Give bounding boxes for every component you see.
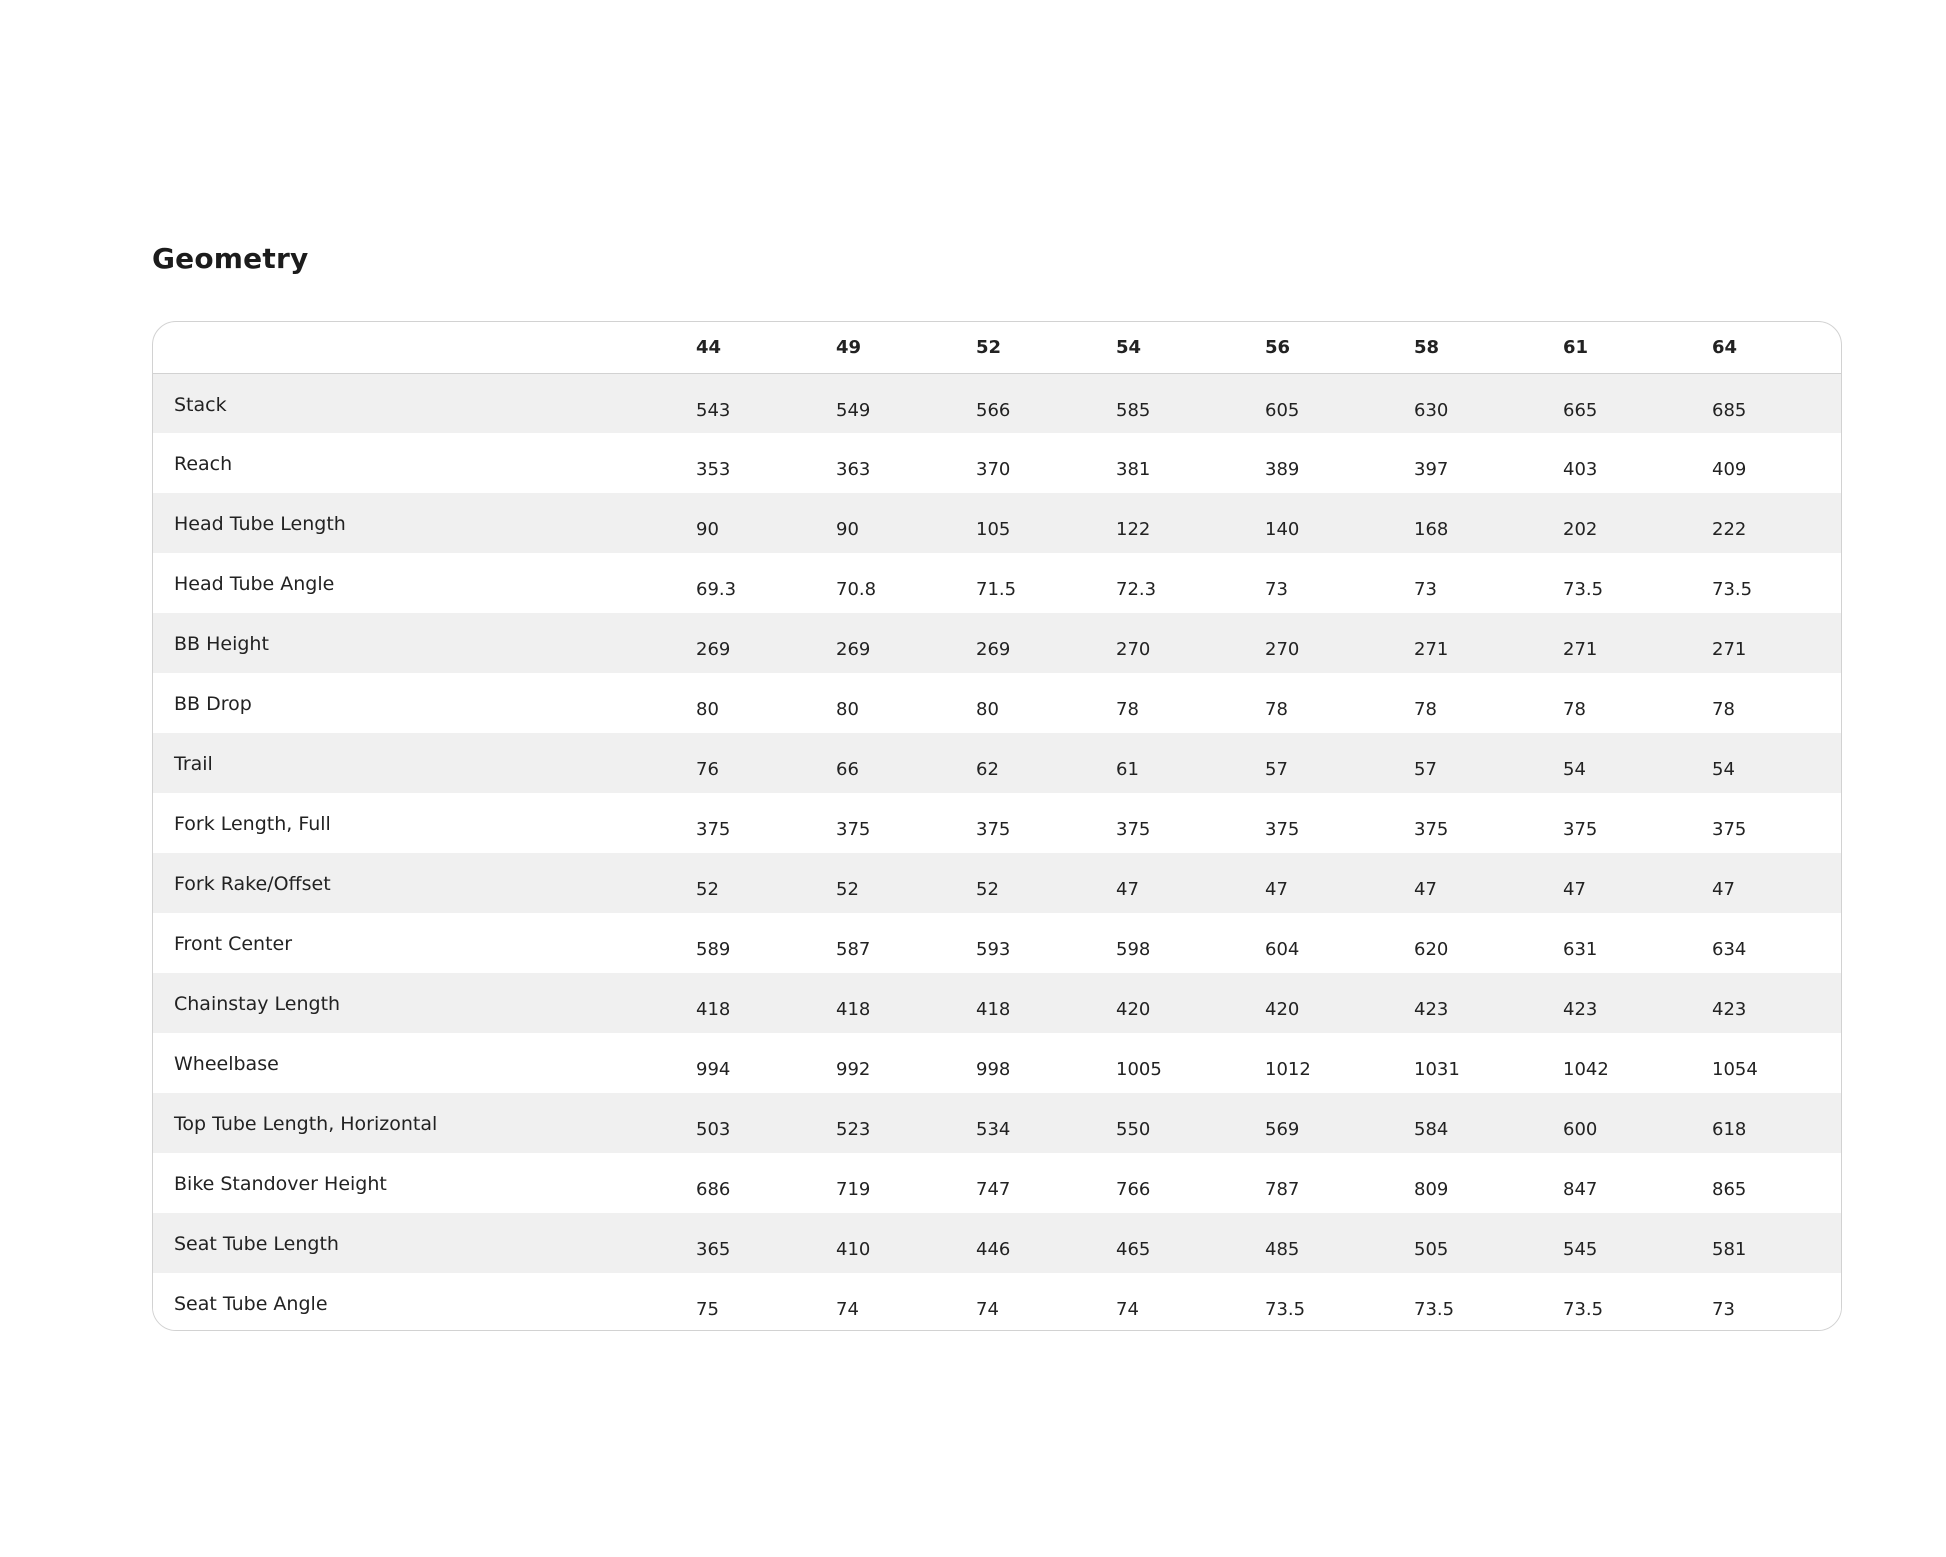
value-cell: 605 xyxy=(1265,399,1300,421)
size-header: 64 xyxy=(1712,322,1841,373)
value-cell: 73.5 xyxy=(1563,1299,1604,1320)
value-cell: 1031 xyxy=(1414,1059,1460,1080)
table-row xyxy=(153,553,1841,613)
value-cell: 747 xyxy=(976,1179,1011,1200)
value-cell: 397 xyxy=(1414,459,1449,480)
row-label: BB Drop xyxy=(174,693,252,715)
value-cell: 992 xyxy=(836,1059,871,1080)
table-row xyxy=(153,673,1841,733)
row-label: Stack xyxy=(174,393,227,416)
value-cell: 545 xyxy=(1563,1239,1598,1260)
value-cell: 550 xyxy=(1116,1119,1151,1140)
value-cell: 269 xyxy=(976,639,1011,660)
value-cell: 523 xyxy=(836,1119,871,1140)
value-cell: 485 xyxy=(1265,1239,1300,1260)
table-row xyxy=(153,1273,1841,1331)
value-cell: 634 xyxy=(1712,939,1747,960)
value-cell: 631 xyxy=(1563,939,1598,960)
value-cell: 375 xyxy=(1414,819,1449,840)
value-cell: 381 xyxy=(1116,459,1151,480)
row-label: Head Tube Length xyxy=(174,513,346,535)
table-row xyxy=(153,793,1841,853)
value-cell: 140 xyxy=(1265,519,1300,540)
value-cell: 73 xyxy=(1414,579,1437,600)
value-cell: 549 xyxy=(836,399,871,421)
row-label: Reach xyxy=(174,453,233,475)
value-cell: 600 xyxy=(1563,1119,1598,1140)
value-cell: 1054 xyxy=(1712,1059,1758,1080)
value-cell: 271 xyxy=(1712,639,1747,660)
table-row xyxy=(153,853,1841,913)
value-cell: 73.5 xyxy=(1265,1299,1306,1320)
value-cell: 665 xyxy=(1563,399,1598,421)
section-title: Geometry xyxy=(152,242,309,275)
table-header xyxy=(153,322,1841,373)
value-cell: 74 xyxy=(976,1299,999,1320)
value-cell: 420 xyxy=(1116,999,1151,1020)
value-cell: 80 xyxy=(976,699,999,720)
row-label: Bike Standover Height xyxy=(174,1173,387,1195)
header-row xyxy=(153,322,1841,373)
value-cell: 271 xyxy=(1414,639,1449,660)
value-cell: 719 xyxy=(836,1179,871,1200)
value-cell: 998 xyxy=(976,1059,1011,1080)
row-label: Fork Length, Full xyxy=(174,813,331,835)
value-cell: 73 xyxy=(1265,579,1288,600)
table-row xyxy=(153,493,1841,553)
value-cell: 74 xyxy=(1116,1299,1139,1320)
geometry-table-container xyxy=(152,321,1842,1331)
value-cell: 271 xyxy=(1563,639,1598,660)
value-cell: 363 xyxy=(836,459,871,480)
value-cell: 618 xyxy=(1712,1119,1747,1140)
value-cell: 47 xyxy=(1712,879,1735,900)
table-row xyxy=(153,613,1841,673)
value-cell: 403 xyxy=(1563,459,1598,480)
value-cell: 57 xyxy=(1414,759,1437,780)
value-cell: 69.3 xyxy=(696,579,737,600)
value-cell: 620 xyxy=(1414,939,1449,960)
value-cell: 766 xyxy=(1116,1179,1151,1200)
size-header: 52 xyxy=(976,322,1116,373)
value-cell: 685 xyxy=(1712,399,1747,421)
value-cell: 73.5 xyxy=(1712,579,1753,600)
value-cell: 505 xyxy=(1414,1239,1449,1260)
value-cell: 76 xyxy=(696,759,719,780)
value-cell: 47 xyxy=(1414,879,1437,900)
row-label: Seat Tube Length xyxy=(174,1233,339,1255)
value-cell: 52 xyxy=(696,879,719,900)
row-label: BB Height xyxy=(174,633,269,655)
value-cell: 47 xyxy=(1265,879,1288,900)
value-cell: 57 xyxy=(1265,759,1288,780)
value-cell: 222 xyxy=(1712,519,1747,540)
value-cell: 122 xyxy=(1116,519,1151,540)
value-cell: 1005 xyxy=(1116,1059,1162,1080)
value-cell: 54 xyxy=(1712,759,1735,780)
table-body xyxy=(153,373,1841,1331)
value-cell: 375 xyxy=(696,819,731,840)
row-label: Seat Tube Angle xyxy=(174,1293,328,1315)
value-cell: 375 xyxy=(1563,819,1598,840)
row-label: Chainstay Length xyxy=(174,993,341,1015)
row-label: Trail xyxy=(174,753,213,775)
value-cell: 375 xyxy=(1116,819,1151,840)
value-cell: 47 xyxy=(1116,879,1139,900)
value-cell: 73.5 xyxy=(1414,1299,1455,1320)
value-cell: 270 xyxy=(1116,639,1151,660)
value-cell: 418 xyxy=(696,999,731,1020)
table-row xyxy=(153,973,1841,1033)
value-cell: 78 xyxy=(1116,699,1139,720)
size-header: 44 xyxy=(696,322,836,373)
value-cell: 375 xyxy=(1712,819,1747,840)
value-cell: 47 xyxy=(1563,879,1586,900)
value-cell: 418 xyxy=(976,999,1011,1020)
size-header: 61 xyxy=(1563,322,1712,373)
value-cell: 270 xyxy=(1265,639,1300,660)
value-cell: 52 xyxy=(976,879,999,900)
value-cell: 73 xyxy=(1712,1299,1735,1320)
value-cell: 72.3 xyxy=(1116,579,1157,600)
value-cell: 569 xyxy=(1265,1119,1300,1140)
value-cell: 54 xyxy=(1563,759,1586,780)
header-label-cell xyxy=(153,322,696,373)
value-cell: 581 xyxy=(1712,1239,1747,1260)
value-cell: 61 xyxy=(1116,759,1139,780)
table-row xyxy=(153,1033,1841,1093)
value-cell: 375 xyxy=(1265,819,1300,840)
value-cell: 847 xyxy=(1563,1179,1598,1200)
value-cell: 865 xyxy=(1712,1179,1747,1200)
table-row xyxy=(153,433,1841,493)
value-cell: 73.5 xyxy=(1563,579,1604,600)
value-cell: 75 xyxy=(696,1299,719,1320)
row-label: Front Center xyxy=(174,933,293,955)
value-cell: 423 xyxy=(1563,999,1598,1020)
value-cell: 80 xyxy=(836,699,859,720)
value-cell: 409 xyxy=(1712,459,1747,480)
value-cell: 375 xyxy=(836,819,871,840)
value-cell: 269 xyxy=(836,639,871,660)
table-row xyxy=(153,1093,1841,1153)
value-cell: 410 xyxy=(836,1239,871,1260)
table-row xyxy=(153,1213,1841,1273)
value-cell: 78 xyxy=(1712,699,1735,720)
value-cell: 809 xyxy=(1414,1179,1449,1200)
value-cell: 423 xyxy=(1414,999,1449,1020)
value-cell: 168 xyxy=(1414,519,1449,540)
value-cell: 71.5 xyxy=(976,579,1017,600)
row-label: Head Tube Angle xyxy=(174,573,335,595)
value-cell: 66 xyxy=(836,759,859,780)
value-cell: 585 xyxy=(1116,399,1151,421)
table-row xyxy=(153,913,1841,973)
value-cell: 375 xyxy=(976,819,1011,840)
value-cell: 78 xyxy=(1414,699,1437,720)
value-cell: 994 xyxy=(696,1059,731,1080)
value-cell: 420 xyxy=(1265,999,1300,1020)
table-row xyxy=(153,733,1841,793)
value-cell: 503 xyxy=(696,1119,731,1140)
value-cell: 534 xyxy=(976,1119,1011,1140)
size-header: 58 xyxy=(1414,322,1563,373)
value-cell: 465 xyxy=(1116,1239,1151,1260)
size-header: 49 xyxy=(836,322,976,373)
row-label: Fork Rake/Offset xyxy=(174,873,331,895)
value-cell: 52 xyxy=(836,879,859,900)
value-cell: 543 xyxy=(696,399,731,421)
value-cell: 630 xyxy=(1414,399,1449,421)
value-cell: 418 xyxy=(836,999,871,1020)
value-cell: 566 xyxy=(976,399,1011,421)
value-cell: 202 xyxy=(1563,519,1598,540)
value-cell: 90 xyxy=(696,519,719,540)
value-cell: 787 xyxy=(1265,1179,1300,1200)
value-cell: 80 xyxy=(696,699,719,720)
row-label: Wheelbase xyxy=(174,1053,279,1075)
value-cell: 604 xyxy=(1265,939,1300,960)
value-cell: 389 xyxy=(1265,459,1300,480)
table-row xyxy=(153,1153,1841,1213)
value-cell: 62 xyxy=(976,759,999,780)
value-cell: 1042 xyxy=(1563,1059,1609,1080)
value-cell: 78 xyxy=(1265,699,1288,720)
value-cell: 423 xyxy=(1712,999,1747,1020)
value-cell: 105 xyxy=(976,519,1011,540)
table-row xyxy=(153,373,1841,433)
value-cell: 587 xyxy=(836,939,871,960)
value-cell: 446 xyxy=(976,1239,1011,1260)
value-cell: 589 xyxy=(696,939,731,960)
value-cell: 269 xyxy=(696,639,731,660)
value-cell: 90 xyxy=(836,519,859,540)
geometry-table xyxy=(153,322,1841,1331)
value-cell: 353 xyxy=(696,459,731,480)
value-cell: 370 xyxy=(976,459,1011,480)
value-cell: 78 xyxy=(1563,699,1586,720)
size-header: 54 xyxy=(1116,322,1265,373)
value-cell: 584 xyxy=(1414,1119,1449,1140)
size-header: 56 xyxy=(1265,322,1414,373)
value-cell: 598 xyxy=(1116,939,1151,960)
value-cell: 593 xyxy=(976,939,1011,960)
value-cell: 74 xyxy=(836,1299,859,1320)
value-cell: 70.8 xyxy=(836,579,877,600)
row-label: Top Tube Length, Horizontal xyxy=(174,1113,438,1135)
value-cell: 686 xyxy=(696,1179,731,1200)
value-cell: 1012 xyxy=(1265,1059,1311,1080)
value-cell: 365 xyxy=(696,1239,731,1260)
